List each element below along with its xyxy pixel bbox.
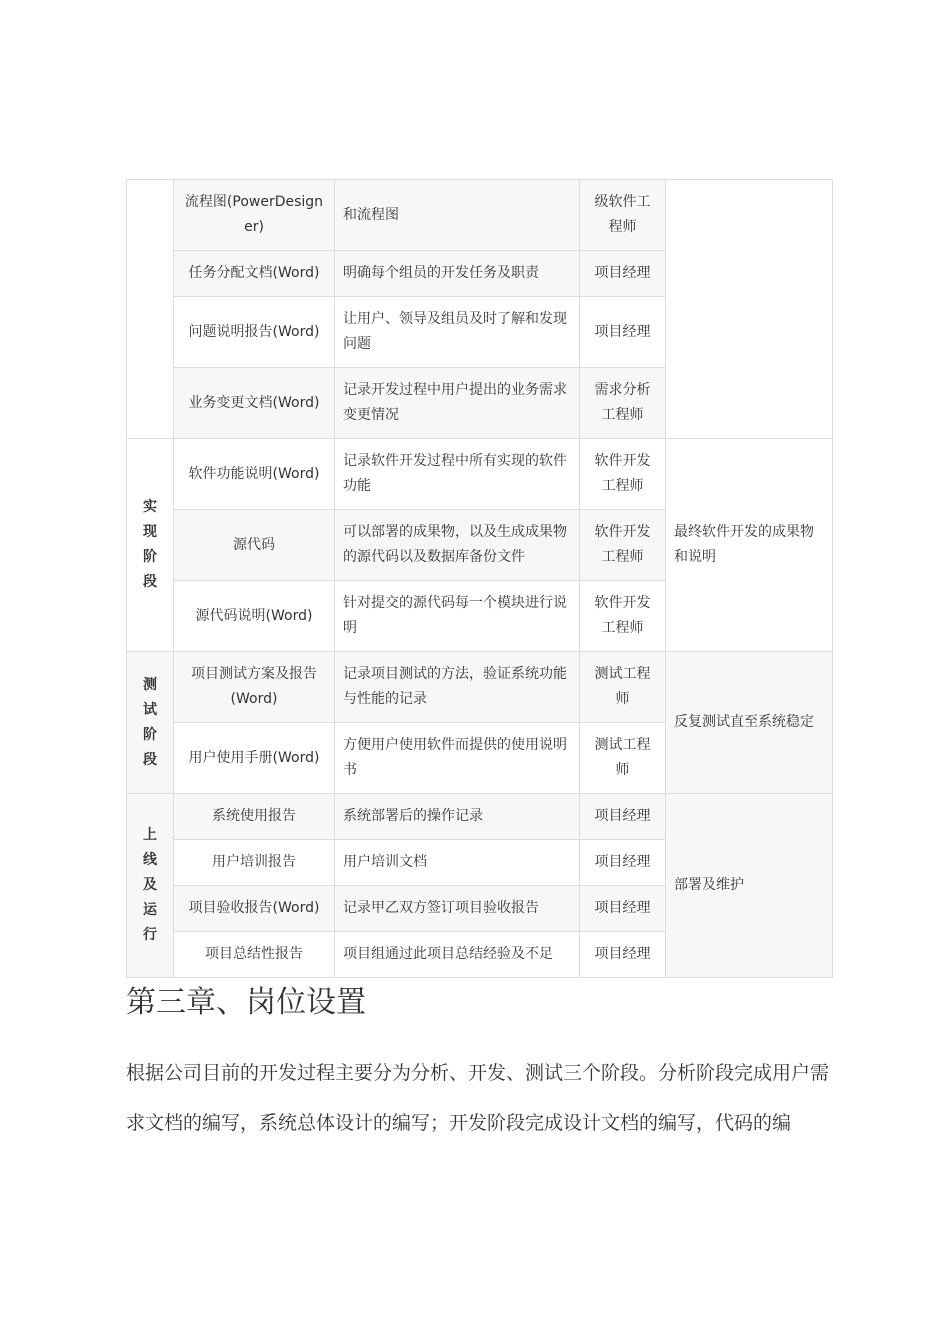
note-cell-continued bbox=[666, 180, 833, 439]
phase-char: 线 bbox=[143, 852, 157, 868]
role-cell: 项目经理 bbox=[580, 251, 666, 297]
doc-desc-cell: 记录软件开发过程中所有实现的软件功能 bbox=[335, 439, 580, 510]
phase-char: 阶 bbox=[143, 549, 157, 565]
doc-desc-cell: 用户培训文档 bbox=[335, 840, 580, 886]
table-row bbox=[127, 652, 833, 723]
phase-cell-testing bbox=[127, 652, 174, 794]
role-cell: 软件开发工程师 bbox=[580, 439, 666, 510]
doc-desc-cell: 和流程图 bbox=[335, 180, 580, 251]
phase-note-cell: 部署及维护 bbox=[666, 794, 833, 978]
phase-char: 试 bbox=[143, 701, 157, 718]
phase-cell-implementation bbox=[127, 439, 174, 652]
chapter-title: 第三章、岗位设置 bbox=[126, 985, 366, 1020]
role-cell: 项目经理 bbox=[580, 794, 666, 840]
phase-note-cell: 反复测试直至系统稳定 bbox=[666, 652, 833, 794]
role-cell: 项目经理 bbox=[580, 297, 666, 368]
phase-cell-continued bbox=[127, 180, 174, 439]
phase-char: 实 bbox=[143, 499, 157, 515]
role-cell: 需求分析工程师 bbox=[580, 368, 666, 439]
phase-cell-deployment bbox=[127, 794, 174, 978]
doc-name-cell: 用户培训报告 bbox=[174, 840, 335, 886]
doc-name-cell: 问题说明报告(Word) bbox=[174, 297, 335, 368]
table-row bbox=[127, 439, 833, 510]
table-row bbox=[127, 180, 833, 251]
role-cell: 测试工程师 bbox=[580, 652, 666, 723]
doc-desc-cell: 方便用户使用软件而提供的使用说明书 bbox=[335, 723, 580, 794]
phase-char: 阶 bbox=[143, 726, 157, 743]
role-cell: 级软件工程师 bbox=[580, 180, 666, 251]
phase-char: 现 bbox=[143, 524, 157, 540]
doc-name-cell: 项目总结性报告 bbox=[174, 932, 335, 978]
doc-name-cell: 系统使用报告 bbox=[174, 794, 335, 840]
phase-char: 段 bbox=[143, 574, 157, 590]
doc-desc-cell: 让用户、领导及组员及时了解和发现问题 bbox=[335, 297, 580, 368]
role-cell: 项目经理 bbox=[580, 932, 666, 978]
doc-desc-cell: 系统部署后的操作记录 bbox=[335, 794, 580, 840]
doc-desc-cell: 记录开发过程中用户提出的业务需求变更情况 bbox=[335, 368, 580, 439]
doc-name-cell: 源代码 bbox=[174, 510, 335, 581]
role-cell: 项目经理 bbox=[580, 840, 666, 886]
doc-name-cell: 项目测试方案及报告(Word) bbox=[174, 652, 335, 723]
doc-name-cell: 源代码说明(Word) bbox=[174, 581, 335, 652]
doc-name-cell: 任务分配文档(Word) bbox=[174, 251, 335, 297]
role-cell: 项目经理 bbox=[580, 886, 666, 932]
role-cell: 测试工程师 bbox=[580, 723, 666, 794]
role-cell: 软件开发工程师 bbox=[580, 510, 666, 581]
phase-char: 段 bbox=[143, 751, 157, 768]
doc-desc-cell: 明确每个组员的开发任务及职责 bbox=[335, 251, 580, 297]
doc-desc-cell: 针对提交的源代码每一个模块进行说明 bbox=[335, 581, 580, 652]
phase-char: 测 bbox=[143, 676, 157, 693]
phase-note-cell: 最终软件开发的成果物和说明 bbox=[666, 439, 833, 652]
role-cell: 软件开发工程师 bbox=[580, 581, 666, 652]
body-paragraph: 根据公司目前的开发过程主要分为分析、开发、测试三个阶段。分析阶段完成用户需求文档的编写，系统总体设计的编写；开发阶段完成设计文档的编写，代码的编 bbox=[126, 1062, 830, 1134]
phase-char: 行 bbox=[143, 927, 157, 943]
doc-name-cell: 项目验收报告(Word) bbox=[174, 886, 335, 932]
doc-name-cell: 流程图(PowerDesigner) bbox=[174, 180, 335, 251]
document-table bbox=[126, 179, 833, 978]
doc-desc-cell: 记录甲乙双方签订项目验收报告 bbox=[335, 886, 580, 932]
phase-char: 上 bbox=[143, 827, 157, 843]
phase-char: 运 bbox=[143, 902, 157, 918]
doc-desc-cell: 项目组通过此项目总结经验及不足 bbox=[335, 932, 580, 978]
doc-desc-cell: 可以部署的成果物，以及生成成果物的源代码以及数据库备份文件 bbox=[335, 510, 580, 581]
phase-char: 及 bbox=[143, 877, 157, 893]
doc-name-cell: 用户使用手册(Word) bbox=[174, 723, 335, 794]
doc-name-cell: 业务变更文档(Word) bbox=[174, 368, 335, 439]
doc-name-cell: 软件功能说明(Word) bbox=[174, 439, 335, 510]
doc-desc-cell: 记录项目测试的方法，验证系统功能与性能的记录 bbox=[335, 652, 580, 723]
table-row bbox=[127, 794, 833, 840]
